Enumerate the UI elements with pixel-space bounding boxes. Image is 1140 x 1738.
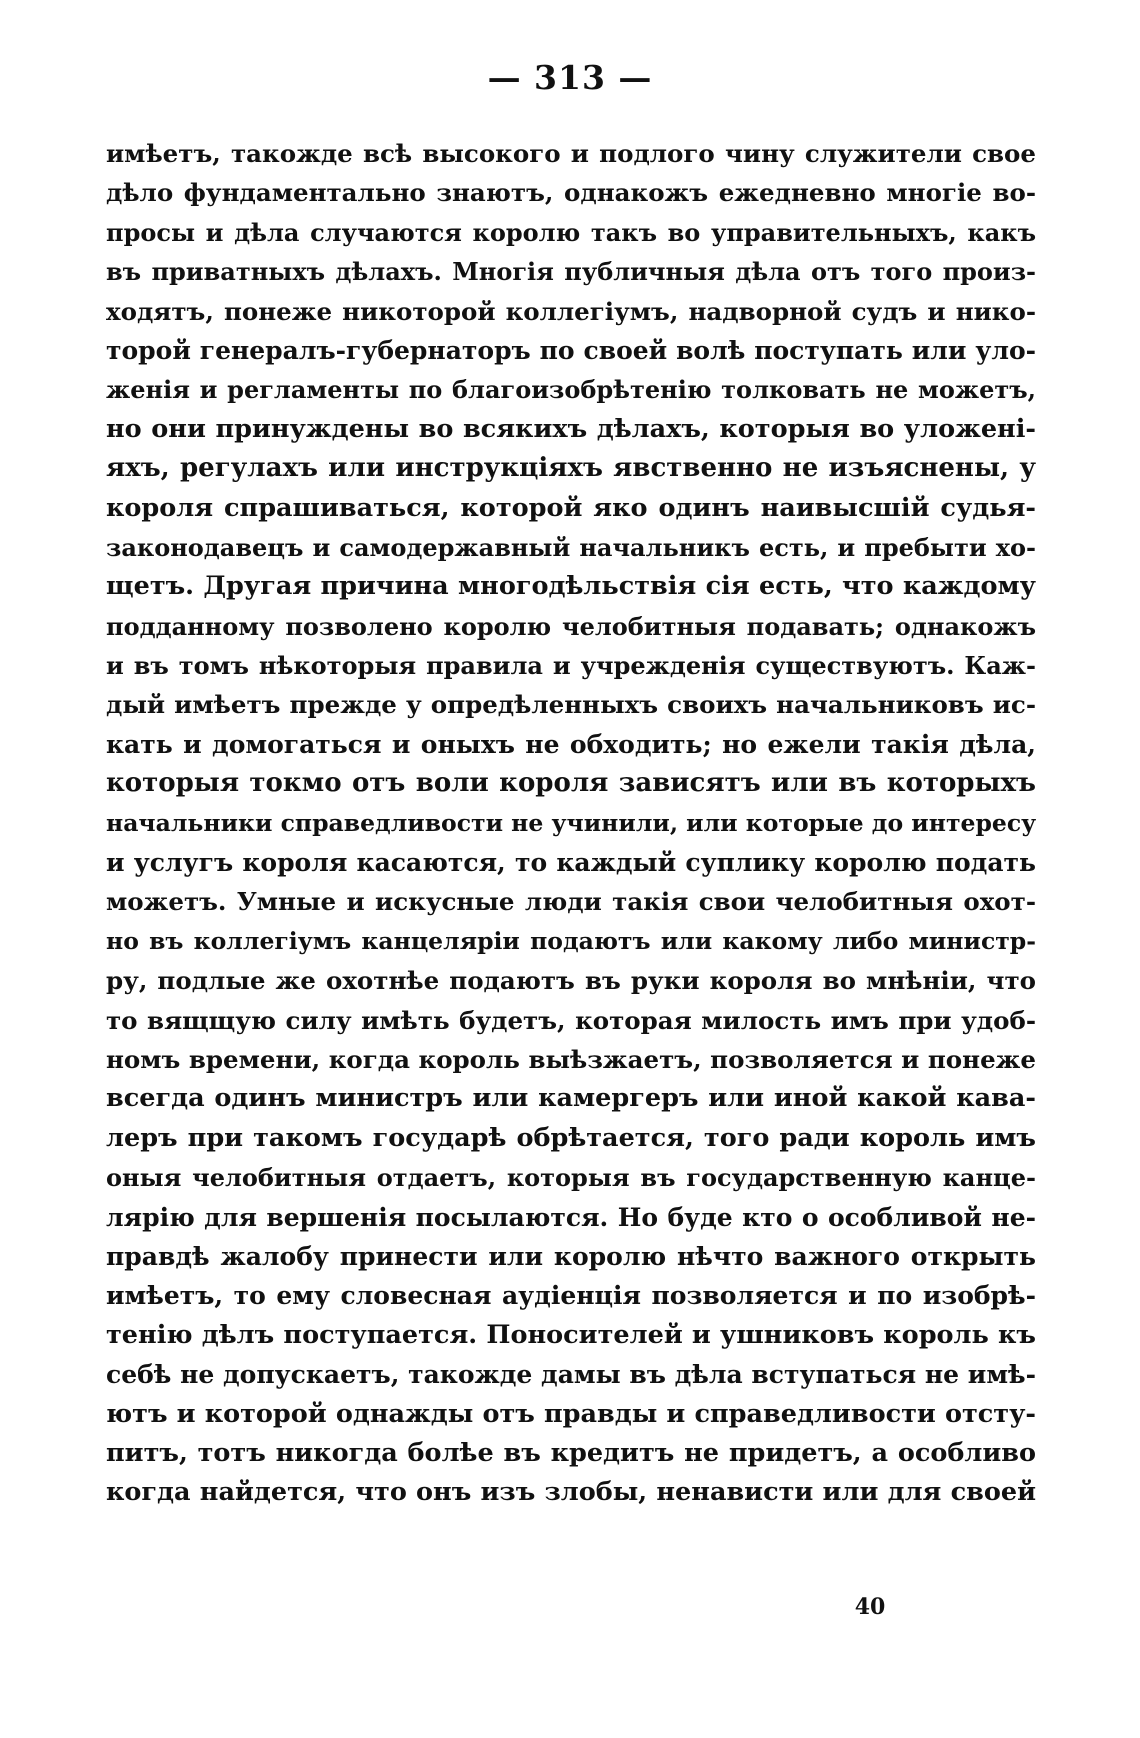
text-line: ходятъ, понеже никоторой коллегіумъ, надворной судъ и нико- <box>106 296 1036 326</box>
text-line: правдѣ жалобу принести или королю нѣчто важного открыть <box>106 1241 1036 1271</box>
text-line: ютъ и которой однажды отъ правды и справедливости отсту- <box>106 1398 1036 1429</box>
text-line: можетъ. Умные и искусные люди такія свои челобитныя охот- <box>106 887 1036 917</box>
text-line: законодавецъ и самодержавный начальникъ есть, и пребыти хо- <box>106 532 1036 562</box>
text-line: кать и домогаться и оныхъ не обходить; но ежели такія дѣла, <box>106 729 1036 759</box>
text-line: женія и регламенты по благоизобрѣтенію толковать не можетъ, <box>106 375 1036 405</box>
text-line: просы и дѣла случаются королю такъ во управительныхъ, какъ <box>106 217 1036 247</box>
text-line: то вящщую силу имѣть будетъ, которая милость имъ при удоб- <box>106 1005 1036 1035</box>
text-line: которыя токмо отъ воли короля зависятъ или въ которыхъ <box>106 768 1036 799</box>
text-line: начальники справедливости не учинили, или которые до интересу <box>106 808 1036 837</box>
text-line: имѣетъ, такожде всѣ высокого и подлого чину служители свое <box>106 139 1036 168</box>
text-line: щетъ. Другая причина многодѣльствія сія есть, что каждому <box>106 571 1036 602</box>
text-line: питъ, тотъ никогда болѣе въ кредитъ не придетъ, а особливо <box>106 1437 1036 1468</box>
text-line: тенію дѣлъ поступается. Поносителей и ушниковъ король къ <box>106 1319 1036 1350</box>
text-line: номъ времени, когда король выѣзжаетъ, позволяется и понеже <box>106 1044 1036 1074</box>
text-line: подданному позволено королю челобитныя подавать; однакожъ <box>106 611 1036 641</box>
body-text <box>106 134 1036 1513</box>
text-line: но они принуждены во всякихъ дѣлахъ, которыя во уложені- <box>106 413 1036 444</box>
signature-mark <box>0 1594 1140 1620</box>
text-line: и въ томъ нѣкоторыя правила и учрежденія существуютъ. Каж- <box>106 651 1036 681</box>
signature-mark-text: 40 <box>854 1594 886 1620</box>
page-number-header: — 313 — <box>487 58 653 97</box>
text-line: имѣетъ, то ему словесная аудіенція позволяется и по изобрѣ- <box>106 1281 1036 1311</box>
text-line: дѣло фундаментально знаютъ, однакожъ ежедневно многіе во- <box>106 178 1036 208</box>
text-line: въ приватныхъ дѣлахъ. Многія публичныя дѣла отъ того произ- <box>106 257 1036 287</box>
text-line: и услугъ короля касаются, то каждый суплику королю подать <box>106 848 1036 878</box>
text-line: когда найдется, что онъ изъ злобы, ненависти или для своей <box>106 1477 1036 1508</box>
text-line: всегда одинъ министръ или камергеръ или иной какой кава- <box>106 1083 1036 1114</box>
text-line: но въ коллегіумъ канцеляріи подаютъ или какому либо министр- <box>106 926 1036 955</box>
text-line: дый имѣетъ прежде у опредѣленныхъ своихъ начальниковъ ис- <box>106 690 1036 720</box>
text-line: себѣ не допускаетъ, такожде дамы въ дѣла вступаться не имѣ- <box>106 1360 1036 1390</box>
text-line: оныя челобитныя отдаетъ, которыя въ государственную канце- <box>106 1163 1036 1193</box>
text-line: лярію для вершенія посылаются. Но буде кто о особливой не- <box>106 1202 1036 1232</box>
text-line: торой генералъ-губернаторъ по своей волѣ поступать или уло- <box>106 335 1036 365</box>
text-line: ру, подлые же охотнѣе подаютъ въ руки короля во мнѣніи, что <box>106 966 1036 996</box>
text-line: короля спрашиваться, которой яко одинъ наивысшій судья- <box>106 492 1036 523</box>
text-line: яхъ, регулахъ или инструкціяхъ явственно не изъяснены, у <box>106 453 1036 484</box>
text-line: леръ при такомъ государѣ обрѣтается, того ради король имъ <box>106 1122 1036 1153</box>
